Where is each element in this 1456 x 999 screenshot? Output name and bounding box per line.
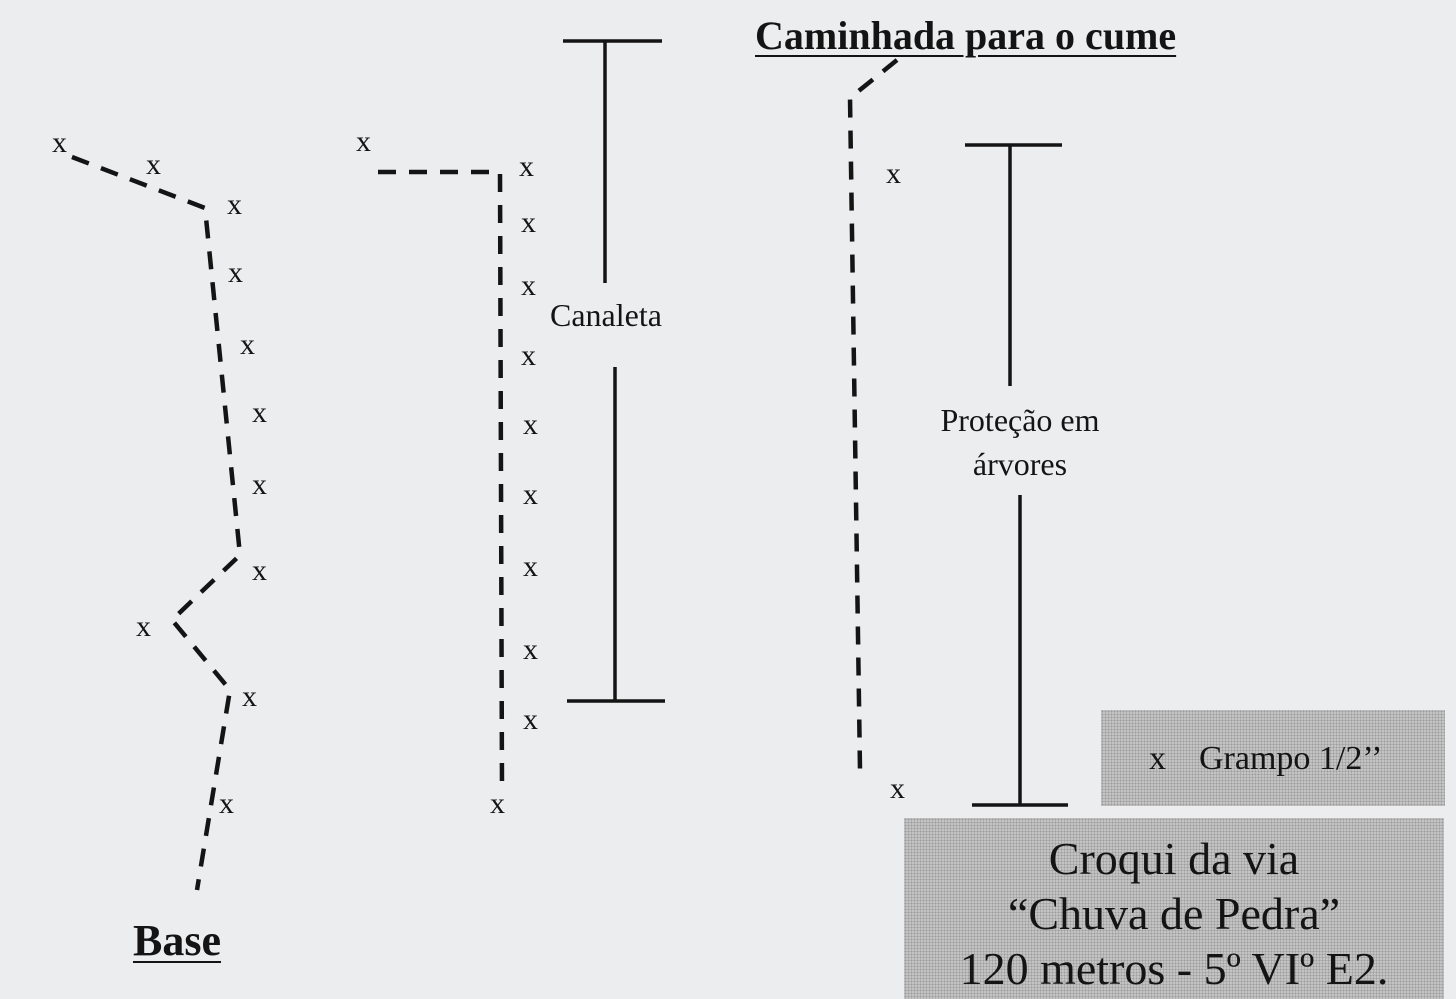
tree-protection-label bbox=[900, 398, 1140, 486]
bolt-marker: x bbox=[519, 150, 534, 183]
legend-box bbox=[1101, 710, 1445, 806]
gully-label: Canaleta bbox=[550, 297, 662, 333]
tree-protection-label-line1: Proteção em bbox=[940, 402, 1100, 438]
caption-line-2: “Chuva de Pedra” bbox=[1007, 888, 1341, 939]
bolt-marker: x bbox=[490, 787, 505, 820]
legend-bolt-text: Grampo 1/2’’ bbox=[1199, 740, 1383, 777]
bolt-marker: x bbox=[227, 188, 242, 221]
bolt-marker: x bbox=[523, 703, 538, 736]
bolt-marker: x bbox=[521, 339, 536, 372]
bolt-marker: x bbox=[252, 554, 267, 587]
bolt-marker: x bbox=[219, 787, 234, 820]
bolt-marker: x bbox=[890, 772, 905, 805]
bolt-marker: x bbox=[252, 468, 267, 501]
summit-walk-label: Caminhada para o cume bbox=[755, 13, 1177, 58]
caption-line-3: 120 metros - 5º VIº E2. bbox=[959, 943, 1389, 994]
bolt-marker: x bbox=[521, 269, 536, 302]
bolt-marker: x bbox=[523, 408, 538, 441]
route-caption-box bbox=[904, 818, 1444, 999]
bolt-marker: x bbox=[356, 125, 371, 158]
bolt-marker: x bbox=[886, 157, 901, 190]
bolt-marker: x bbox=[242, 680, 257, 713]
bolt-marker: x bbox=[523, 478, 538, 511]
route-left-path bbox=[72, 157, 240, 890]
bolt-marker: x bbox=[228, 256, 243, 289]
bolt-marker: x bbox=[240, 328, 255, 361]
bolt-marker: x bbox=[252, 396, 267, 429]
tree-protection-label-line2: árvores bbox=[972, 446, 1068, 482]
bolt-marker: x bbox=[523, 633, 538, 666]
caption-line-1: Croqui da via bbox=[1048, 833, 1300, 884]
bolt-marker: x bbox=[146, 148, 161, 181]
bolt-marker: x bbox=[521, 206, 536, 239]
base-label: Base bbox=[133, 916, 221, 965]
bolt-marker: x bbox=[52, 126, 67, 159]
route-middle-path bbox=[378, 172, 502, 790]
bolt-marker: x bbox=[523, 550, 538, 583]
bolt-marker: x bbox=[136, 610, 151, 643]
legend-bolt-symbol: x bbox=[1149, 740, 1166, 777]
